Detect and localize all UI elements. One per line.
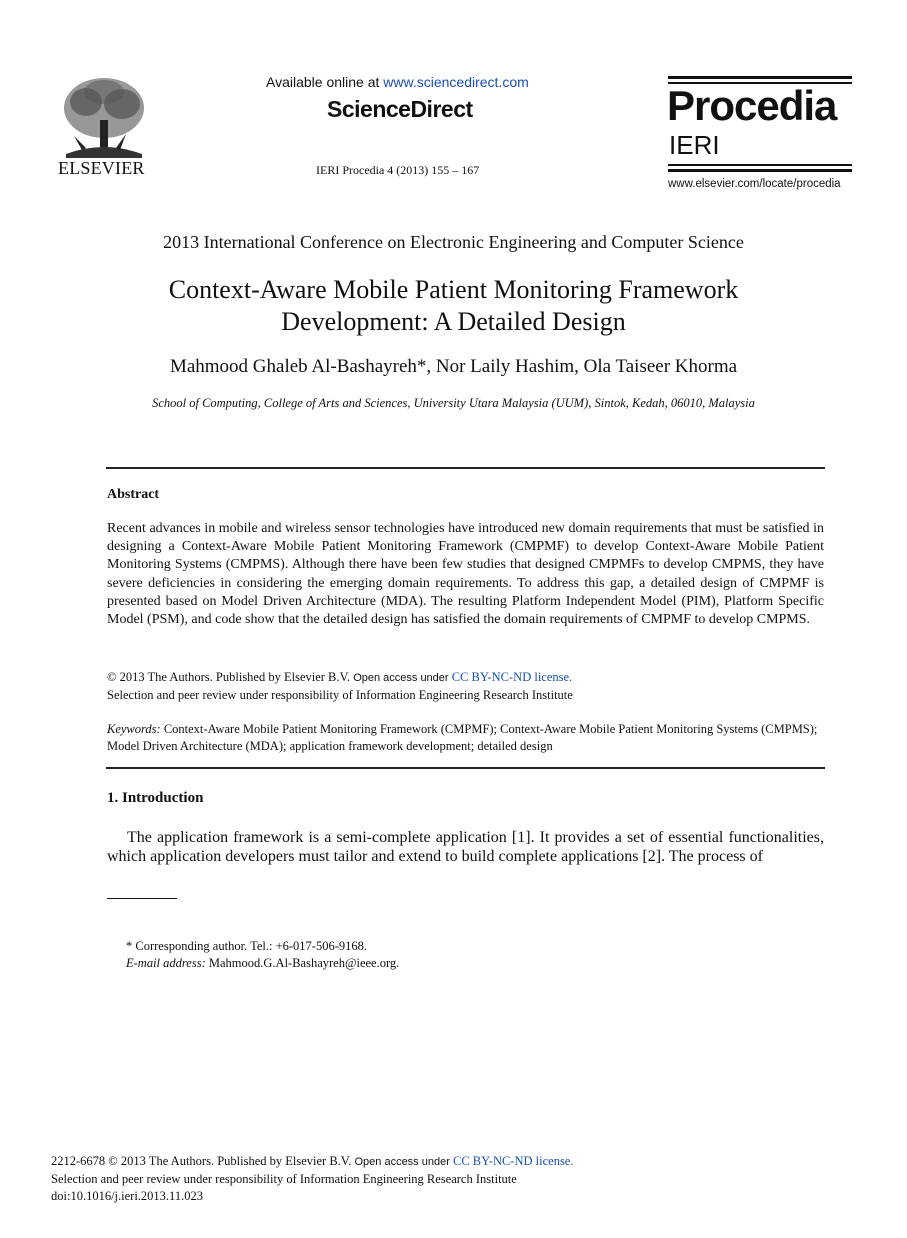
footnote-rule xyxy=(107,898,177,899)
corresponding-author: * Corresponding author. Tel.: +6-017-506-9168. xyxy=(126,939,367,953)
sciencedirect-link[interactable]: www.sciencedirect.com xyxy=(383,74,529,90)
abstract-heading: Abstract xyxy=(107,487,160,502)
abstract-body: Recent advances in mobile and wireless sensor technologies have introduced new domain requirements that must be satisfied in designing a Context-Aware Mobile Patient Monitoring Framework (CMPMF) to develop Context-Aware Mobile Patient Monitoring Systems (CMPMS). Although there have been few studies that designed CMPMFs to develop CMPMS, they have severe deficiencies in considering the emerging domain requirements. To address this gap, a detailed design of CMPMF is presented based on Model Driven Architecture (MDA). The resulting Platform Independent Model (PIM), Platform Specific Model (PSM), and code show that the detailed design has satisfied the domain requirements of CMPMF to develop CMPMS. xyxy=(107,521,824,628)
conference-name: 2013 International Conference on Electronic Engineering and Computer Science xyxy=(163,232,744,252)
bottom-open-access: Open access under xyxy=(354,1156,450,1168)
paper-title-line-2: Development: A Detailed Design xyxy=(281,307,626,336)
divider-top xyxy=(106,467,825,469)
doi[interactable]: doi:10.1016/j.ieri.2013.11.023 xyxy=(51,1189,203,1203)
keywords-label: Keywords: xyxy=(107,722,161,736)
email-address[interactable]: Mahmood.G.Al-Bashayreh@ieee.org. xyxy=(208,956,400,970)
procedia-rule-bottom-thin xyxy=(668,164,852,166)
procedia-rule-top xyxy=(668,76,852,79)
author-list: Mahmood Ghaleb Al-Bashayreh*, Nor Laily Hashim, Ola Taiseer Khorma xyxy=(169,356,738,377)
procedia-logo-title: Procedia xyxy=(667,82,837,129)
footnote-block xyxy=(126,938,399,972)
bottom-license-link[interactable]: CC BY-NC-ND license. xyxy=(453,1154,574,1168)
paper-title xyxy=(0,274,907,338)
intro-heading: 1. Introduction xyxy=(107,790,204,806)
paper-title-line-1: Context-Aware Mobile Patient Monitoring Framework xyxy=(168,275,739,304)
available-prefix: Available online at xyxy=(266,74,384,90)
available-online xyxy=(266,74,529,90)
license-link[interactable]: CC BY-NC-ND license. xyxy=(451,670,573,684)
procedia-rule-bottom xyxy=(668,169,852,172)
copyright-text: © 2013 The Authors. Published by Elsevier B.V. xyxy=(107,670,351,684)
publication-info xyxy=(51,1153,573,1205)
publisher-name: ELSEVIER xyxy=(58,158,145,178)
keywords-text: Context-Aware Mobile Patient Monitoring Framework (CMPMF); Context-Aware Mobile Patient Monitoring Systems (CMPMS); Model Driven Architecture (MDA); application framework development; detailed design xyxy=(107,722,818,753)
journal-reference: IERI Procedia 4 (2013) 155 – 167 xyxy=(316,163,480,177)
email-label: E-mail address: xyxy=(126,956,206,970)
peer-review-statement: Selection and peer review under responsibility of Information Engineering Research Institute xyxy=(107,688,573,702)
keywords-block xyxy=(107,721,824,755)
issn-copyright: 2212-6678 © 2013 The Authors. Published by Elsevier B.V. xyxy=(51,1154,352,1168)
procedia-url[interactable]: www.elsevier.com/locate/procedia xyxy=(668,178,841,190)
bottom-peer-review: Selection and peer review under responsibility of Information Engineering Research Institute xyxy=(51,1172,517,1186)
copyright-block xyxy=(107,669,824,704)
procedia-logo-sub: IERI xyxy=(669,130,720,160)
affiliation: School of Computing, College of Arts and Sciences, University Utara Malaysia (UUM), Sintok, Kedah, 06010, Malaysia xyxy=(152,396,755,410)
open-access-text: Open access under xyxy=(353,672,449,684)
sciencedirect-brand: ScienceDirect xyxy=(327,96,473,122)
divider-bottom xyxy=(106,767,825,769)
intro-body: The application framework is a semi-complete application [1]. It provides a set of essential functionalities, which application developers must tailor and extend to build complete applications [2]. The process of xyxy=(107,829,824,865)
